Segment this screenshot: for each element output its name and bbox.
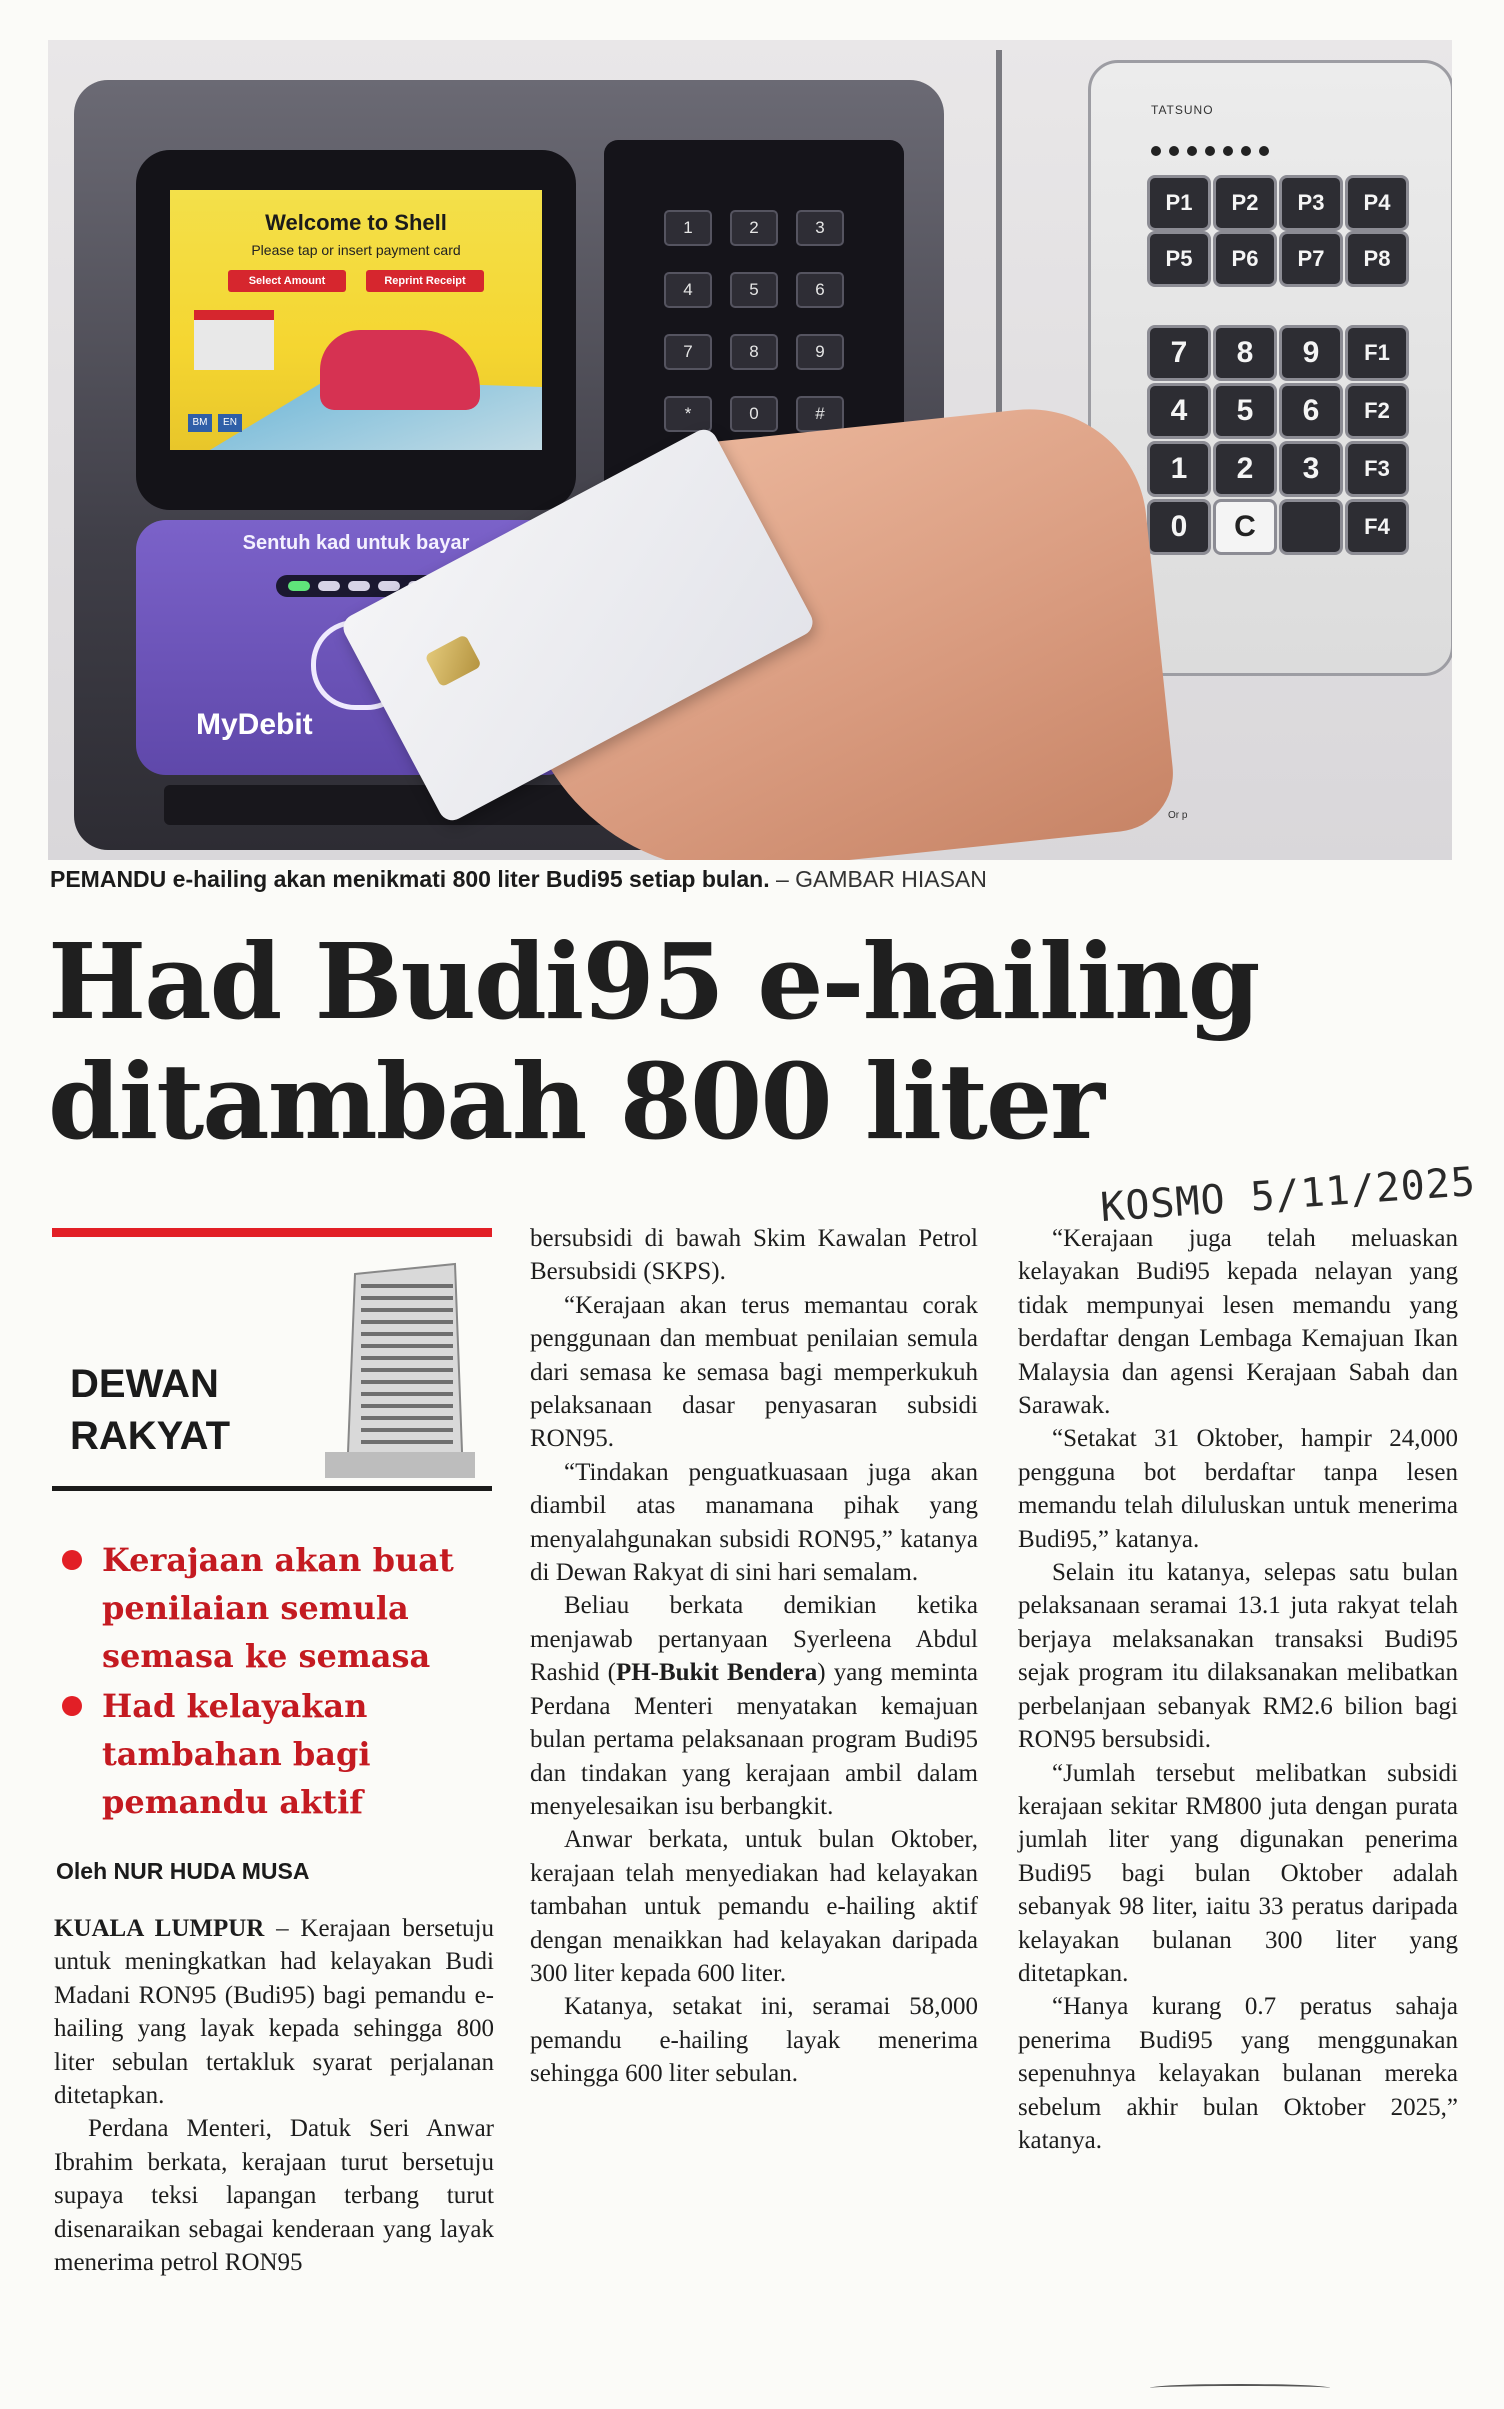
byline: Oleh NUR HUDA MUSA <box>56 1858 310 1884</box>
section-top-rule <box>52 1228 492 1237</box>
section-bottom-rule <box>52 1486 492 1491</box>
panel-key: P8 <box>1345 231 1409 287</box>
panel-key: P1 <box>1147 175 1211 231</box>
kiosk-screen <box>170 190 542 450</box>
article-paragraph: “Kerajaan juga telah meluaskan kelayakan Budi95 kepada nelayan yang tidak mempunyai lesen memandu yang berdaftar dengan Lembaga Kemajuan Ikan Malaysia dan agensi Kerajaan Sabah dan Sarawak. <box>1018 1225 1458 1420</box>
lang-bm-button: BM <box>188 414 212 432</box>
keypad-key: 0 <box>730 396 778 432</box>
mydebit-logo: MyDebit <box>196 708 313 741</box>
keypad-key: 2 <box>730 210 778 246</box>
screen-welcome-text: Welcome to Shell <box>265 210 447 235</box>
article-paragraph: Selain itu katanya, selepas satu bulan pelaksanaan seramai 13.1 juta rakyat telah berjaya melaksanakan transaksi Budi95 sejak program itu dilaksanakan melibatkan perbelanjaan sebanyak RM2.6 bilion bagi RON95 bersubsidi. <box>1018 1559 1458 1754</box>
pen-mark <box>1150 2384 1330 2392</box>
keypad-key: 8 <box>730 334 778 370</box>
panel-key: 4 <box>1147 383 1211 439</box>
fuel-station-illustration <box>194 310 274 370</box>
panel-key: 5 <box>1213 383 1277 439</box>
article-paragraph: Beliau berkata demikian ketika menjawab pertanyaan Syerleena Abdul Rashid (PH-Bukit Bendera) yang meminta Perdana Menteri menyatakan kemajuan bulan pertama pelaksanaan program Budi95 dan tindakan yang kerajaan ambil dalam menyelesaikan isu berbangkit. <box>530 1592 978 1820</box>
highlight-item: Kerajaan akan buat penilaian semula semasa ke semasa <box>56 1536 496 1680</box>
keypad-key: 6 <box>796 272 844 308</box>
panel-key: 9 <box>1279 325 1343 381</box>
panel-key: P5 <box>1147 231 1211 287</box>
panel-key: F4 <box>1345 499 1409 555</box>
panel-key: P3 <box>1279 175 1343 231</box>
panel-key: F1 <box>1345 325 1409 381</box>
handwritten-source-note: KOSMO 5/11/2025 <box>1098 1158 1478 1232</box>
screen-instruction-text: Please tap or insert payment card <box>251 242 461 258</box>
article-paragraph: Anwar berkata, untuk bulan Oktober, kerajaan telah menyediakan had kelayakan tambahan untuk pemandu e-hailing aktif dengan menaikkan had kelayakan daripada 300 liter kepada 600 liter. <box>530 1826 978 1987</box>
article-paragraph: KUALA LUMPUR – Kerajaan bersetuju untuk meningkatkan had kelayakan Budi Madani RON95 (Budi95) bagi pemandu e-hailing yang layak kepada sehingga 800 liter sebulan tertakluk syarat perjalanan ditetapkan. <box>54 1915 494 2110</box>
article-headline <box>48 922 1468 1162</box>
panel-key: C <box>1213 499 1277 555</box>
panel-key: P7 <box>1279 231 1343 287</box>
article-paragraph: Perdana Menteri, Datuk Seri Anwar Ibrahim berkata, kerajaan turut bersetuju supaya teksi lapangan terbang turut disenaraikan sebagai kenderaan yang layak menerima petrol RON95 <box>54 2115 494 2277</box>
keypad-key: * <box>664 396 712 432</box>
article-paragraph: “Kerajaan akan terus memantau corak penggunaan dan membuat penilaian semula dari semasa ke semasa bagi memperkukuh pelaksanaan dasar penyasaran subsidi RON95. <box>530 1291 978 1453</box>
keypad-key: # <box>796 396 844 432</box>
article-column-2 <box>530 1222 978 2091</box>
panel-corner-text: Or p <box>1168 810 1188 821</box>
article-paragraph: “Tindakan penguatkuasaan juga akan diambil atas manamana pihak yang menyalahgunakan subsidi RON95,” katanya di Dewan Rakyat di sini hari semalam. <box>530 1458 978 1587</box>
panel-key: 8 <box>1213 325 1277 381</box>
article-paragraph: “Setakat 31 Oktober, hampir 24,000 pengguna bot berdaftar tanpa lesen memandu telah diluluskan untuk menerima Budi95,” katanya. <box>1018 1425 1458 1553</box>
panel-key: 0 <box>1147 499 1211 555</box>
article-paragraph: Katanya, setakat ini, seramai 58,000 pemandu e-hailing layak menerima sehingga 600 liter sebulan. <box>530 1993 978 2088</box>
panel-key: 2 <box>1213 441 1277 497</box>
headline-line-1: Had Budi95 e-hailing <box>48 920 1259 1043</box>
caption-credit: – GAMBAR HIASAN <box>775 866 987 892</box>
panel-key: 1 <box>1147 441 1211 497</box>
panel-key: 3 <box>1279 441 1343 497</box>
article-column-1 <box>54 1912 494 2279</box>
dateline: KUALA LUMPUR <box>54 1915 265 1942</box>
panel-key: 7 <box>1147 325 1211 381</box>
keypad-key: 7 <box>664 334 712 370</box>
panel-key: F3 <box>1345 441 1409 497</box>
panel-key: P4 <box>1345 175 1409 231</box>
photo-caption <box>50 866 987 893</box>
car-illustration <box>320 330 480 410</box>
keypad-key: 5 <box>730 272 778 308</box>
keypad-key: 3 <box>796 210 844 246</box>
article-column-3 <box>1018 1222 1458 2157</box>
highlight-item: Had kelayakan tambahan bagi pemandu aktif <box>56 1682 496 1826</box>
panel-key: P6 <box>1213 231 1277 287</box>
article-paragraph: “Hanya kurang 0.7 peratus sahaja penerima Budi95 yang menggunakan sepenuhnya kelayakan bulanan mereka sebelum akhir bulan Oktober 2025,” katanya. <box>1018 1993 1458 2154</box>
lang-en-button: EN <box>218 414 242 432</box>
reprint-receipt-button: Reprint Receipt <box>366 270 484 292</box>
highlights-list <box>56 1536 496 1826</box>
panel-brand: TATSUNO <box>1151 103 1214 117</box>
panel-key <box>1279 499 1343 555</box>
kiosk-screen-frame <box>136 150 576 510</box>
panel-key: 6 <box>1279 383 1343 439</box>
article-paragraph: “Jumlah tersebut melibatkan subsidi kerajaan sekitar RM800 juta dengan purata jumlah liter yang digunakan penerima Budi95 bagi bulan Oktober adalah sebanyak 98 liter, iaitu 33 peratus daripada kelayakan bulanan 300 liter yang ditetapkan. <box>1018 1759 1458 1987</box>
section-label: DEWAN RAKYAT <box>70 1362 231 1458</box>
article-photo <box>48 40 1452 860</box>
headline-line-2: ditambah 800 liter <box>48 1040 1103 1163</box>
caption-text: PEMANDU e-hailing akan menikmati 800 liter Budi95 setiap bulan. <box>50 866 770 892</box>
keypad-key: 4 <box>664 272 712 308</box>
parliament-building-icon <box>325 1256 475 1478</box>
panel-indicator-dots <box>1151 143 1311 157</box>
article-paragraph: bersubsidi di bawah Skim Kawalan Petrol Bersubsidi (SKPS). <box>530 1225 978 1286</box>
panel-key: P2 <box>1213 175 1277 231</box>
select-amount-button: Select Amount <box>228 270 346 292</box>
tap-card-prompt: Sentuh kad untuk bayar <box>242 532 470 554</box>
keypad-key: 9 <box>796 334 844 370</box>
panel-key: F2 <box>1345 383 1409 439</box>
keypad-key: 1 <box>664 210 712 246</box>
